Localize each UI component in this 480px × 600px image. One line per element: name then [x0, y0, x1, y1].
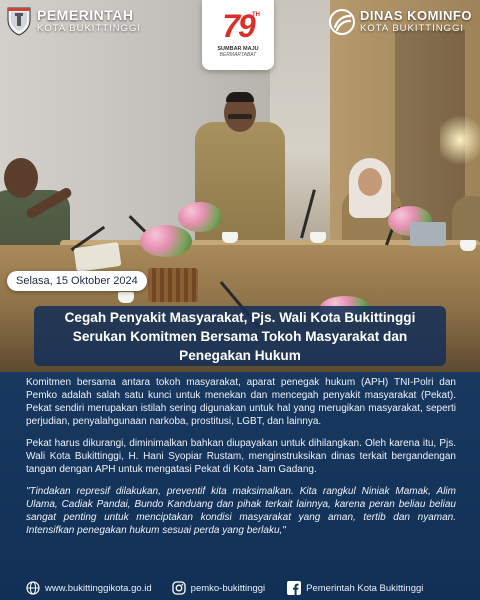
article-title: Cegah Penyakit Masyarakat, Pjs. Wali Kota Bukittinggi Serukan Komitmen Bersama Tokoh Masyarakat dan Penegakan Hukum	[34, 306, 446, 366]
footer-instagram[interactable]	[172, 581, 265, 595]
header-right-title: DINAS KOMINFO	[360, 8, 472, 23]
anniversary-line1: SUMBAR MAJU	[217, 46, 259, 52]
photo-laptop	[410, 222, 446, 246]
anniversary-suffix: TH	[252, 12, 260, 18]
footer-facebook-text: Pemerintah Kota Bukittinggi	[306, 582, 424, 594]
paragraph-1: Komitmen bersama antara tokoh masyarakat, aparat penegak hukum (APH) TNI-Polri dan Pemko adalah salah satu kunci untuk menekan dan mencegah penyakit masyarakat (Pekat). Pekat sendiri merupakan istilah sering digunakan untuk hal yang merugikan masyarakat, seperti perjudian, penyalahgunaan narkoba, prostitusi, LGBT, dan lainnya.	[26, 377, 456, 427]
facebook-icon	[287, 581, 301, 595]
photo-basket	[148, 268, 198, 302]
header-left-subtitle: KOTA BUKITTINGGI	[37, 22, 141, 34]
crest-icon	[6, 6, 32, 36]
anniversary-number: 79	[222, 8, 254, 44]
header-left-title: PEMERINTAH	[37, 6, 134, 23]
kominfo-logo-icon	[329, 9, 355, 35]
footer	[0, 576, 480, 600]
article-body	[26, 376, 456, 546]
footer-website-text: www.bukittinggikota.go.id	[45, 582, 152, 594]
globe-icon	[26, 581, 40, 595]
footer-facebook[interactable]	[287, 581, 423, 595]
anniversary-logo	[202, 0, 274, 70]
header-right	[329, 8, 472, 35]
date-badge: Selasa, 15 Oktober 2024	[7, 271, 147, 291]
paragraph-2: Pekat harus dikurangi, diminimalkan bahkan diupayakan untuk dihilangkan. Oleh karena itu, Pjs. Wali Kota Bukittinggi, H. Hani Syopiar Rustam, menginstruksikan dinas terkait bergandengan tangan dengan APH untuk mengatasi Pekat di Kota Jam Gadang.	[26, 438, 456, 475]
header-right-subtitle: KOTA BUKITTINGGI	[360, 23, 465, 34]
instagram-icon	[172, 581, 186, 595]
quote-paragraph: "Tindakan represif dilakukan, preventif kita maksimalkan. Kita rangkul Niniak Mamak, Alim Ulama, Cadiak Pandai, Bundo Kanduang dan pihak terkait lainnya, karena peran beliau beliau sangat penting untuk menciptakan kondisi masyarakat yang aman, tertib dan nyaman. Intensifkan penegakan hukum sesuai perda yang berlaku,"	[26, 486, 456, 536]
photo-flowers-2	[140, 225, 192, 257]
footer-website[interactable]	[26, 581, 152, 595]
anniversary-line2: BERMARTABAT	[219, 52, 257, 58]
photo-flowers-1	[178, 202, 222, 232]
photo-light	[440, 110, 480, 170]
footer-instagram-text: pemko-bukittinggi	[190, 582, 266, 594]
header-left	[6, 6, 141, 36]
